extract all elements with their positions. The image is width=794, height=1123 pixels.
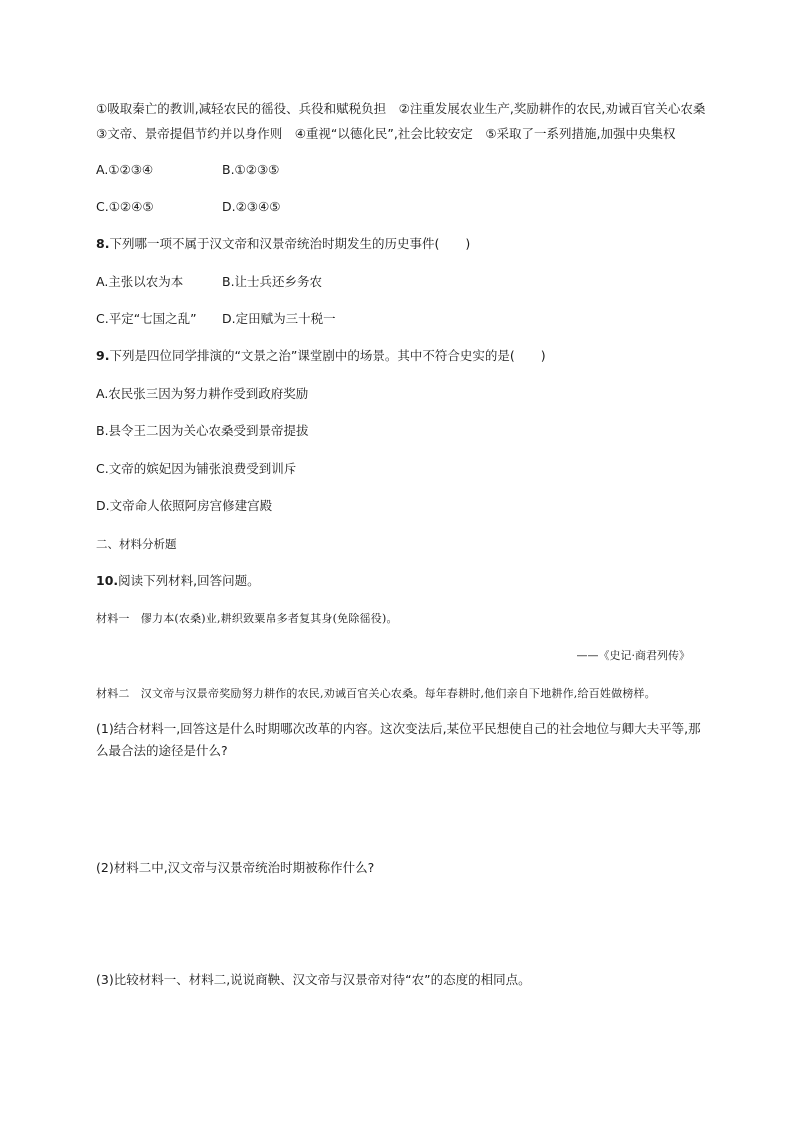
q7-option-d: D.②③④⑤ [222, 199, 281, 214]
q9-stem [96, 348, 546, 364]
q7-option-c: C.①②④⑤ [96, 199, 154, 214]
q8-option-d: D.定田赋为三十税一 [222, 311, 336, 326]
q8-stem-text: 下列哪一项不属于汉文帝和汉景帝统治时期发生的历史事件( [109, 236, 440, 251]
q9-number: 9. [96, 348, 110, 363]
q7-options-row-2 [96, 199, 281, 215]
q9-option-a: A.农民张三因为努力耕作受到政府奖励 [96, 386, 309, 401]
q7-statement-line-1: ①吸取秦亡的教训,减轻农民的徭役、兵役和赋税负担 ②注重发展农业生产,奖励耕作的农民,劝诫百官关心农桑 [96, 101, 706, 116]
section-heading: 二、材料分析题 [96, 537, 177, 551]
q10-sub-question-2: (2)材料二中,汉文帝与汉景帝统治时期被称作什么? [96, 860, 375, 875]
q10-sub-question-3: (3)比较材料一、材料二,说说商鞅、汉文帝与汉景帝对待“农”的态度的相同点。 [96, 972, 531, 987]
q10-material-1-source: ——《史记·商君列传》 [576, 649, 690, 662]
q7-option-a: A.①②③④ [96, 162, 154, 177]
q9-stem-text: 下列是四位同学排演的“文景之治”课堂剧中的场景。其中不符合史实的是( [109, 348, 515, 363]
q9-option-d: D.文帝命人依照阿房宫修建宫殿 [96, 498, 273, 513]
q10-material-1: 材料一 僇力本(农桑)业,耕织致粟帛多者复其身(免除徭役)。 [96, 612, 398, 625]
q8-stem [96, 236, 470, 252]
q7-statement-line-2: ③文帝、景帝提倡节约并以身作则 ④重视“以德化民”,社会比较安定 ⑤采取了一系列措施,加强中央集权 [96, 126, 676, 141]
q10-number: 10. [96, 573, 119, 588]
q10-stem-text: 阅读下列材料,回答问题。 [118, 573, 260, 588]
q8-option-b: B.让士兵还乡务农 [222, 274, 323, 289]
q8-stem-close: ) [465, 236, 471, 251]
q9-stem-close: ) [540, 348, 546, 363]
q8-option-a: A.主张以农为本 [96, 274, 184, 289]
q8-number: 8. [96, 236, 110, 251]
q8-options-row-2 [96, 311, 336, 327]
q7-option-b: B.①②③⑤ [222, 162, 280, 177]
q9-option-c: C.文帝的嫔妃因为铺张浪费受到训斥 [96, 461, 297, 476]
q8-option-c: C.平定“七国之乱” [96, 311, 197, 326]
q10-material-2: 材料二 汉文帝与汉景帝奖励努力耕作的农民,劝诫百官关心农桑。每年春耕时,他们亲自下地耕作,给百姓做榜样。 [96, 687, 656, 700]
q7-options-row-1 [96, 162, 280, 178]
q10-sub-question-1: (1)结合材料一,回答这是什么时期哪次改革的内容。这次变法后,某位平民想使自己的社会地位与卿大夫平等,那么最合法的途径是什么? [96, 721, 701, 758]
q8-options-row-1 [96, 274, 323, 290]
q9-option-b: B.县令王二因为关心农桑受到景帝提拔 [96, 423, 309, 438]
q10-stem [96, 573, 260, 589]
